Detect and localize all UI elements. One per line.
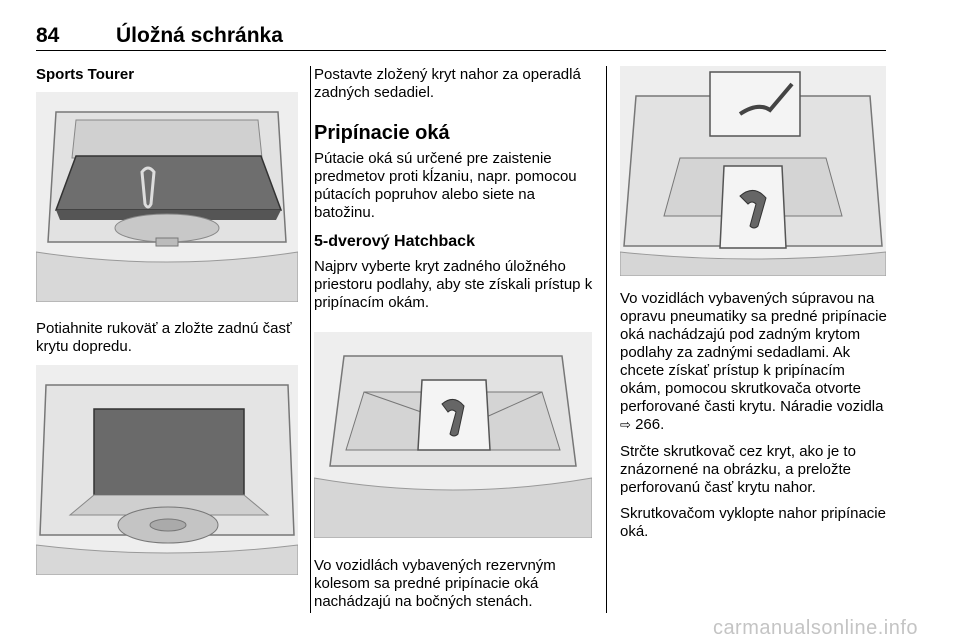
paragraph-fold-cover: Potiahnite rukoväť a zložte zadnú časť krytu dopredu. (36, 320, 292, 355)
page-title: Úložná schránka (116, 24, 283, 47)
subheading-hatchback: 5-dverový Hatchback (314, 233, 475, 250)
page-reference-arrow-icon: ⇨ (620, 418, 631, 433)
figure-cover-folded (36, 365, 298, 575)
trunk-illustration-2 (36, 365, 298, 575)
figure-trunk-cover-handle (36, 92, 298, 302)
column-2 (314, 66, 598, 312)
column-3 (620, 290, 888, 541)
subheading-sports-tourer: Sports Tourer (36, 66, 135, 83)
trunk-illustration-4 (620, 66, 886, 276)
watermark: carmanualsonline.info (712, 617, 918, 639)
column-1 (36, 66, 298, 84)
paragraph-push-screwdriver: Strčte skrutkovač cez kryt, ako je to znázornené na obrázku, a preložte perforovanú časť krytu nahor. (620, 443, 856, 496)
column-divider-1 (310, 66, 311, 613)
column-2-text (314, 557, 598, 611)
paragraph-remove-cover: Najprv vyberte kryt zadného úložného priestoru podlahy, aby ste získali prístup k pripínacím okám. (314, 258, 593, 311)
paragraph-tie-down-purpose: Pútacie oká sú určené pre zaistenie predmetov proti kĺzaniu, napr. pomocou pútacích popruhov alebo siete na batožinu. (314, 150, 577, 221)
page-number: 84 (36, 24, 60, 47)
paragraph-repair-kit-eyes: Vo vozidlách vybavených súpravou na opravu pneumatiky sa predné pripínacie oká nachádzajú pod zadným krytom podlahy za zadnými sedadlami. Ak chcete získať prístup k pripínacím okám, pomocou skrutkovača otvorte perforované časti krytu. Náradie vozidla ⇨ 266. (620, 290, 887, 433)
figure-screwdriver-cover (620, 66, 886, 276)
paragraph-lift-eyes: Skrutkovačom vyklopte nahor pripínacie oká. (620, 505, 886, 540)
column-1-text (36, 320, 298, 356)
header-rule (36, 50, 886, 51)
trunk-illustration-3 (314, 332, 592, 538)
heading-tie-down-eyes: Pripínacie oká (314, 122, 450, 144)
figure-tie-down-eye-side (314, 332, 592, 538)
paragraph-place-cover: Postavte zložený kryt nahor za operadlá zadných sedadiel. (314, 66, 581, 101)
column-divider-2 (606, 66, 607, 613)
paragraph-spare-wheel-eyes: Vo vozidlách vybavených rezervným kolesom sa predné pripínacie oká nachádzajú na bočných stenách. (314, 557, 556, 610)
trunk-illustration-1 (36, 92, 298, 302)
page-header (36, 24, 283, 48)
